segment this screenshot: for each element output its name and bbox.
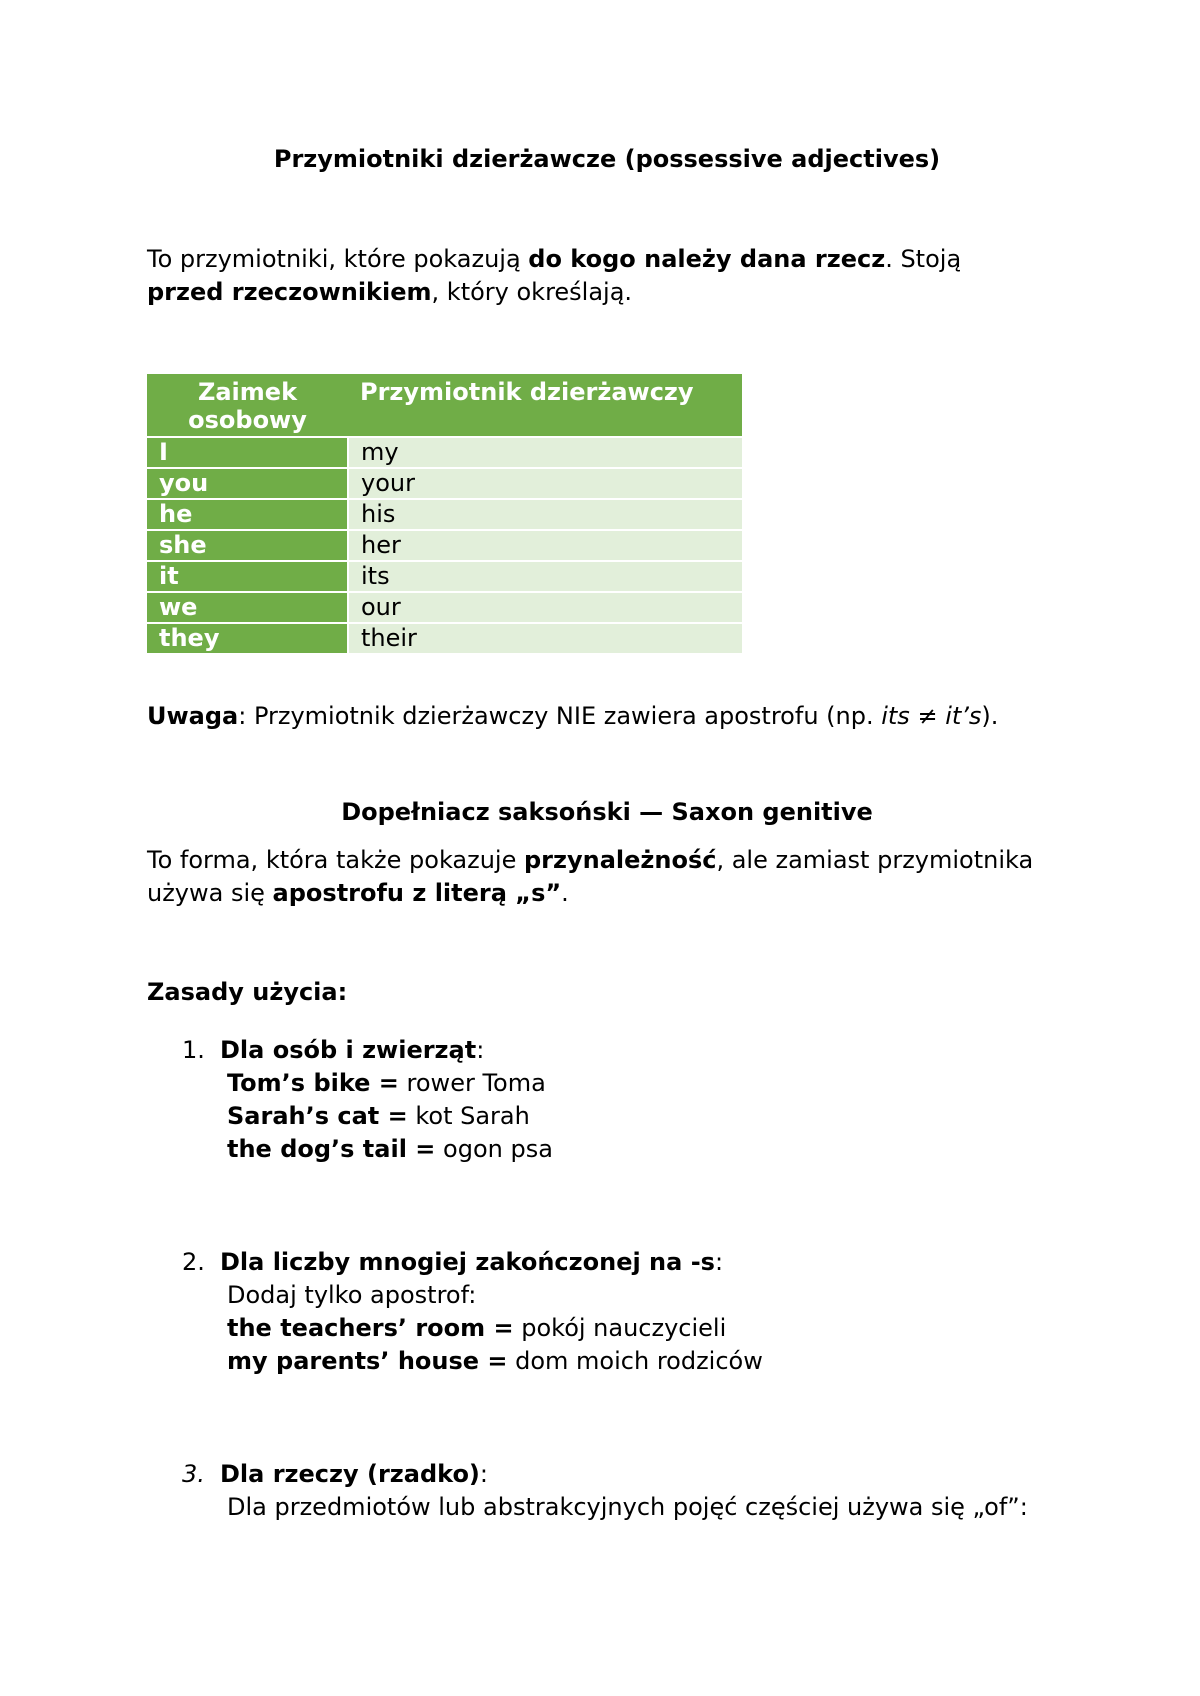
table-row: [147, 468, 742, 499]
example-line: [227, 1133, 553, 1166]
note-italic: it’s: [945, 702, 982, 730]
example-translation: pokój nauczycieli: [513, 1314, 727, 1342]
rule-colon: :: [479, 1460, 488, 1488]
adjective-cell: your: [348, 468, 742, 499]
pronoun-cell: they: [147, 623, 348, 654]
example-translation: kot Sarah: [407, 1102, 530, 1130]
pronoun-cell: he: [147, 499, 348, 530]
rule-heading: [220, 1458, 488, 1491]
rule-heading: [220, 1034, 484, 1067]
table-row: [147, 499, 742, 530]
list-number: 2.: [182, 1248, 205, 1276]
rule-colon: :: [714, 1248, 724, 1276]
intro-text: , który określają.: [431, 278, 633, 306]
note-text: ≠: [909, 702, 946, 730]
rule-heading: [220, 1246, 723, 1279]
column-header-pronoun: Zaimek osobowy: [147, 375, 348, 437]
page-title: Przymiotniki dzierżawcze (possessive adjectives): [273, 145, 941, 173]
pronoun-cell: I: [147, 437, 348, 468]
table-row: [147, 437, 742, 468]
rule-heading-text: Dla rzeczy (rzadko): [220, 1460, 480, 1488]
pronoun-cell: it: [147, 561, 348, 592]
adjective-cell: their: [348, 623, 742, 654]
adjective-cell: my: [348, 437, 742, 468]
example-phrase: the dog’s tail =: [227, 1135, 436, 1163]
rule-note: Dodaj tylko apostrof:: [227, 1281, 477, 1309]
paragraph-bold: apostrofu z literą „s”: [272, 879, 562, 907]
example-phrase: the teachers’ room =: [227, 1314, 514, 1342]
paragraph-bold: przynależność: [524, 846, 717, 874]
column-header-adjective: Przymiotnik dzierżawczy: [348, 375, 742, 437]
intro-bold: przed rzeczownikiem: [147, 278, 432, 306]
example-line: [227, 1345, 763, 1378]
saxon-paragraph: [147, 844, 1067, 910]
paragraph-text: To forma, która także pokazuje: [147, 846, 524, 874]
example-translation: dom moich rodziców: [507, 1347, 763, 1375]
list-number: 3.: [182, 1460, 205, 1488]
example-line: [227, 1312, 726, 1345]
adjective-cell: her: [348, 530, 742, 561]
example-phrase: Sarah’s cat =: [227, 1102, 408, 1130]
intro-text: . Stoją: [885, 245, 962, 273]
adjective-cell: its: [348, 561, 742, 592]
intro-bold: do kogo należy dana rzecz: [528, 245, 886, 273]
possessive-table: [147, 374, 742, 655]
intro-text: To przymiotniki, które pokazują: [147, 245, 529, 273]
table-row: [147, 592, 742, 623]
paragraph-text: używa się: [147, 879, 273, 907]
rule-colon: :: [476, 1036, 485, 1064]
adjective-cell: his: [348, 499, 742, 530]
example-phrase: Tom’s bike =: [227, 1069, 399, 1097]
rule-heading-text: Dla liczby mnogiej zakończonej na -s: [220, 1248, 715, 1276]
example-translation: rower Toma: [398, 1069, 546, 1097]
example-phrase: my parents’ house =: [227, 1347, 508, 1375]
example-translation: ogon psa: [435, 1135, 553, 1163]
note-label: Uwaga: [147, 702, 239, 730]
example-line: [227, 1100, 530, 1133]
rules-heading: Zasady użycia:: [147, 978, 348, 1006]
note-italic: its: [881, 702, 910, 730]
pronoun-cell: you: [147, 468, 348, 499]
paragraph-text: .: [561, 879, 569, 907]
note-text: : Przymiotnik dzierżawczy NIE zawiera apostrofu (np.: [238, 702, 882, 730]
table-header-row: [147, 375, 742, 437]
paragraph-text: , ale zamiast przymiotnika: [716, 846, 1034, 874]
example-line: [227, 1067, 546, 1100]
table-row: [147, 530, 742, 561]
note-text: ).: [981, 702, 999, 730]
intro-paragraph: [147, 243, 1047, 309]
rule-note: Dla przedmiotów lub abstrakcyjnych pojęć częściej używa się „of”:: [227, 1493, 1028, 1521]
note-paragraph: [147, 700, 998, 733]
rule-heading-text: Dla osób i zwierząt: [220, 1036, 477, 1064]
adjective-cell: our: [348, 592, 742, 623]
pronoun-cell: she: [147, 530, 348, 561]
table-row: [147, 561, 742, 592]
pronoun-cell: we: [147, 592, 348, 623]
table-row: [147, 623, 742, 654]
list-number: 1.: [182, 1036, 205, 1064]
section-heading: Dopełniacz saksoński — Saxon genitive: [341, 798, 873, 826]
